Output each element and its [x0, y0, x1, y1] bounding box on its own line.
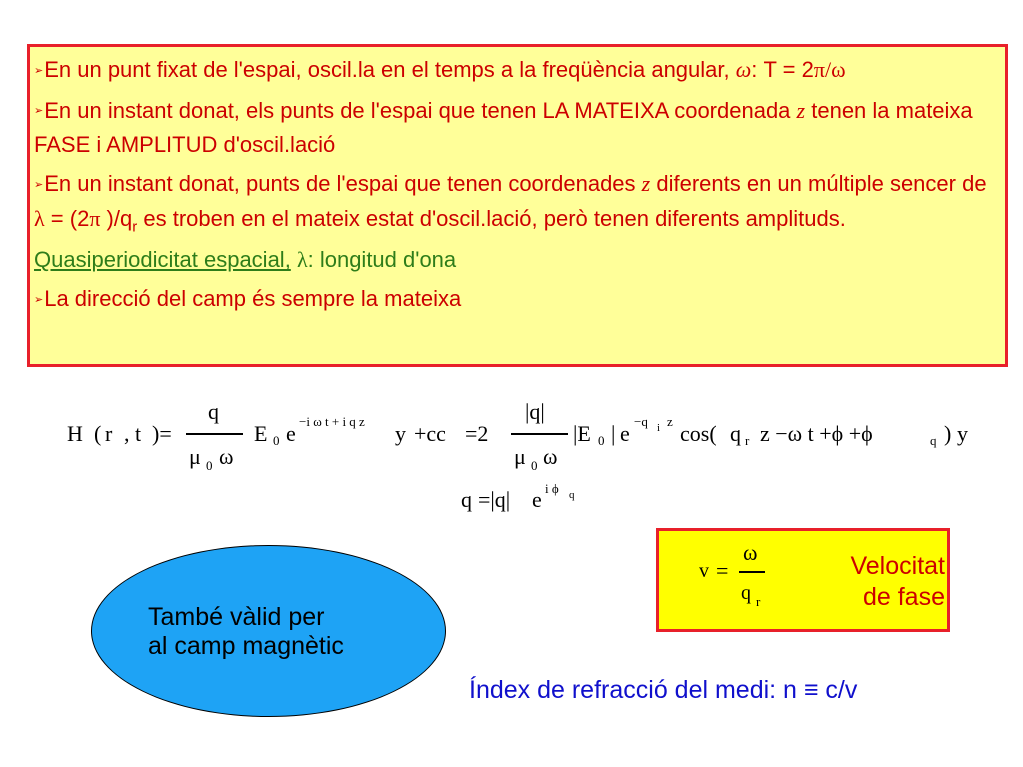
arrow-bullet-icon: ➢: [34, 294, 44, 307]
quasiperiodicity-link[interactable]: Quasiperiodicitat espacial,: [34, 247, 291, 273]
bullet-quasiperiodicity: ➢En un instant donat, punts de l'espai que tenen coordenades z diferents en un múltiple sencer de λ = (2π )$/q_r$ es troben en el mateix estat d'oscil.lació, però tenen diferents amplituds. Quasiperiodicitat espacial, λ: longitud d'ona: [34, 171, 987, 273]
properties-box: [27, 44, 1008, 367]
fraction-bar: [186, 433, 243, 435]
arrow-bullet-icon: ➢: [34, 179, 44, 192]
arrow-bullet-icon: ➢: [34, 64, 44, 77]
bullet-field-direction: ➢La direcció del camp és sempre la mateixa: [34, 286, 462, 312]
fraction-bar: [739, 571, 765, 573]
fraction-bar: [511, 433, 568, 435]
arrow-bullet-icon: ➢: [34, 105, 44, 118]
magnetic-field-note: També vàlid per al camp magnètic: [148, 603, 344, 660]
phase-velocity-box: v = ω q r Velocitat de fase: [656, 528, 950, 632]
refraction-index-text: Índex de refracció del medi: n ≡ c/v: [469, 676, 858, 704]
bullet-same-phase: ➢En un instant donat, els punts de l'espai que tenen LA MATEIXA coordenada z tenen la mateixa FASE i AMPLITUD d'oscil.lació: [34, 97, 973, 158]
bullet-angular-frequency: ➢En un punt fixat de l'espai, oscil.la en el temps a la freqüència angular, ω: T = 2π/ω: [34, 57, 846, 82]
phase-velocity-label: Velocitat de fase: [850, 552, 945, 611]
